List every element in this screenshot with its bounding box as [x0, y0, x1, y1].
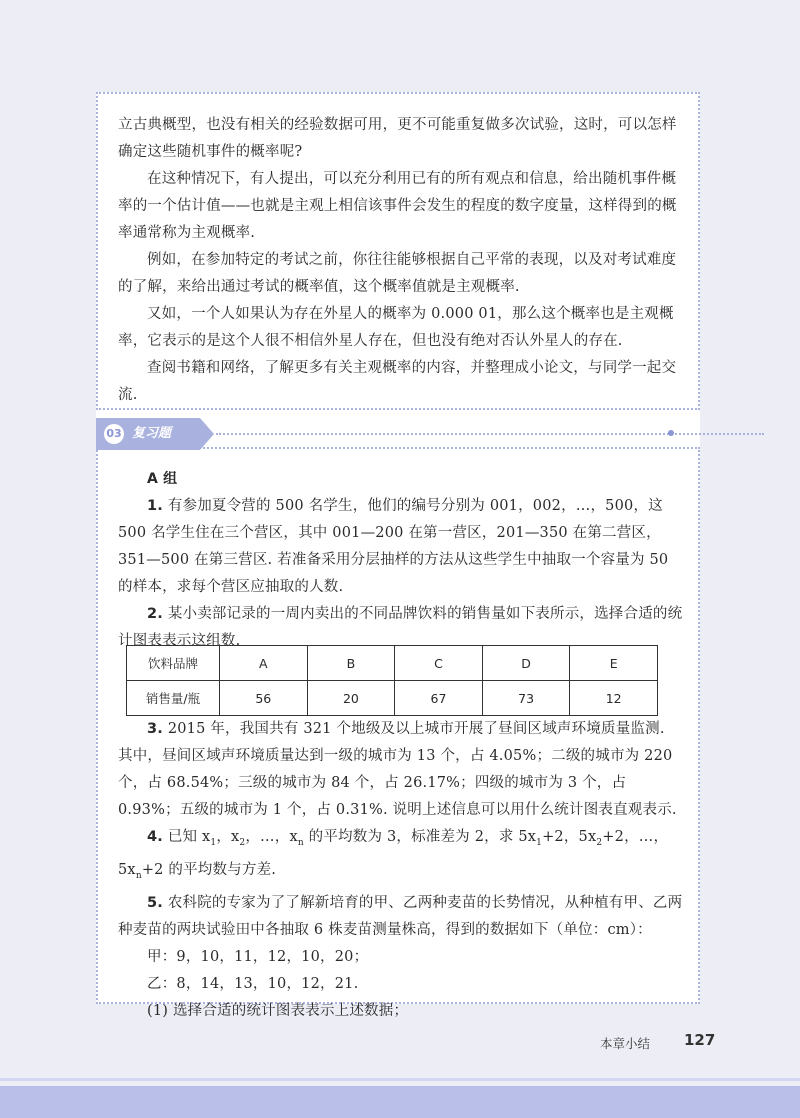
subscript: n [135, 870, 142, 881]
data-line-jia: 甲：9，10，11，12，10，20； [147, 948, 369, 965]
question-text: 有参加夏令营的 500 名学生，他们的编号分别为 001，002，…，500，这 500 名学生住在三个营区，其中 001—200 在第一营区，201—350 在第二营区，351—500 在第三营区. 若准备采用分层抽样的方法从这些学生中抽取一个容量为 50 的样本，求每个营区应抽取的人数. [118, 498, 669, 595]
question-number: 5. [147, 894, 163, 911]
subscript: 1 [536, 837, 543, 848]
table-cell: 56 [220, 681, 308, 716]
question-text: 农科院的专家为了了解新培育的甲、乙两种麦苗的长势情况，从种植有甲、乙两种麦苗的两块试验田中各抽取 6 株麦苗测量株高，得到的数据如下（单位：cm）： [118, 894, 683, 938]
reading-paragraph-5: 查阅书籍和网络，了解更多有关主观概率的内容，并整理成小论文，与同学一起交流. [118, 360, 677, 403]
bottom-band [0, 1086, 800, 1118]
question-5 [118, 890, 684, 944]
subscript: 2 [596, 837, 603, 848]
question-number: 4. [147, 829, 163, 845]
table-header-label: 饮料品牌 [127, 646, 220, 681]
data-line-yi: 乙：8，14，13，10，12，21. [147, 975, 359, 992]
subscript: n [297, 837, 304, 848]
table-cell: B [307, 646, 395, 681]
question-text: ，x [216, 829, 240, 845]
group-title: A 组 [147, 471, 178, 487]
question-3 [118, 716, 684, 824]
reading-line-1: 立古典概型，也没有相关的经验数据可用，更不可能重复做多次试验，这时，可以怎样确定这些随机事件的概率呢? [118, 117, 677, 160]
table-cell: D [482, 646, 570, 681]
table-row-label: 销售量/瓶 [127, 681, 220, 716]
question-text: +2 的平均数与方差. [141, 861, 277, 878]
question-text: 2015 年，我国共有 321 个地级及以上城市开展了昼间区域声环境质量监测. 其中，昼间区域声环境质量达到一级的城市为 13 个，占 4.05%；二级的城市为 220 个，占 68.54%；三级的城市为 84 个，占 26.17%；四级的城市为 3 个，占 0.93%；五级的城市为 1 个，占 0.31%. 说明上述信息可以用什么统计图表直观表示. [118, 721, 677, 818]
section-header [96, 418, 716, 450]
header-end-dot [668, 430, 674, 436]
table-row [127, 681, 658, 716]
reading-text [118, 112, 684, 409]
question-text: +2，5x [542, 829, 597, 845]
group-a-content-continued [118, 716, 684, 1025]
group-a-content [118, 466, 684, 655]
subscript: 2 [239, 837, 246, 848]
table-cell: 12 [570, 681, 658, 716]
table-cell: 67 [395, 681, 483, 716]
chapter-label: 本章小结 [600, 1036, 651, 1051]
table-cell: 73 [482, 681, 570, 716]
question-4 [118, 824, 684, 890]
sub-question-1: (1) 选择合适的统计图表表示上述数据； [147, 1002, 409, 1019]
question-1 [118, 493, 684, 601]
question-number: 1. [147, 498, 163, 514]
subscript: 1 [210, 837, 217, 848]
sales-table [126, 645, 658, 716]
section-number: 03 [104, 424, 124, 444]
page-number: 127 [684, 1031, 716, 1049]
question-text: 的平均数为 3，标准差为 2，求 5x [303, 829, 537, 845]
question-text: 某小卖部记录的一周内卖出的不同品牌饮料的销售量如下表所示，选择合适的统计图表表示这组数. [118, 606, 683, 649]
question-text: +2，…，5x [118, 829, 669, 878]
reading-paragraph-3: 例如，在参加特定的考试之前，你往往能够根据自己平常的表现，以及对考试难度的了解，来给出通过考试的概率值，这个概率值就是主观概率. [118, 252, 677, 295]
table-cell: E [570, 646, 658, 681]
question-number: 3. [147, 721, 163, 737]
question-text: 已知 x [167, 829, 211, 845]
table-row [127, 646, 658, 681]
section-title: 复习题 [132, 426, 172, 441]
question-text: ，…，x [245, 829, 298, 845]
question-number: 2. [147, 606, 163, 622]
reading-paragraph-4: 又如，一个人如果认为存在外星人的概率为 0.000 01，那么这个概率也是主观概率，它表示的是这个人很不相信外星人存在，但也没有绝对否认外星人的存在. [118, 306, 674, 349]
header-dotted-line [216, 433, 764, 435]
reading-paragraph-2: 在这种情况下，有人提出，可以充分利用已有的所有观点和信息，给出随机事件概率的一个估计值——也就是主观上相信该事件会发生的程度的数字度量，这样得到的概率通常称为主观概率. [118, 171, 677, 241]
table-cell: C [395, 646, 483, 681]
bottom-divider [0, 1078, 800, 1081]
table-cell: A [220, 646, 308, 681]
table-cell: 20 [307, 681, 395, 716]
